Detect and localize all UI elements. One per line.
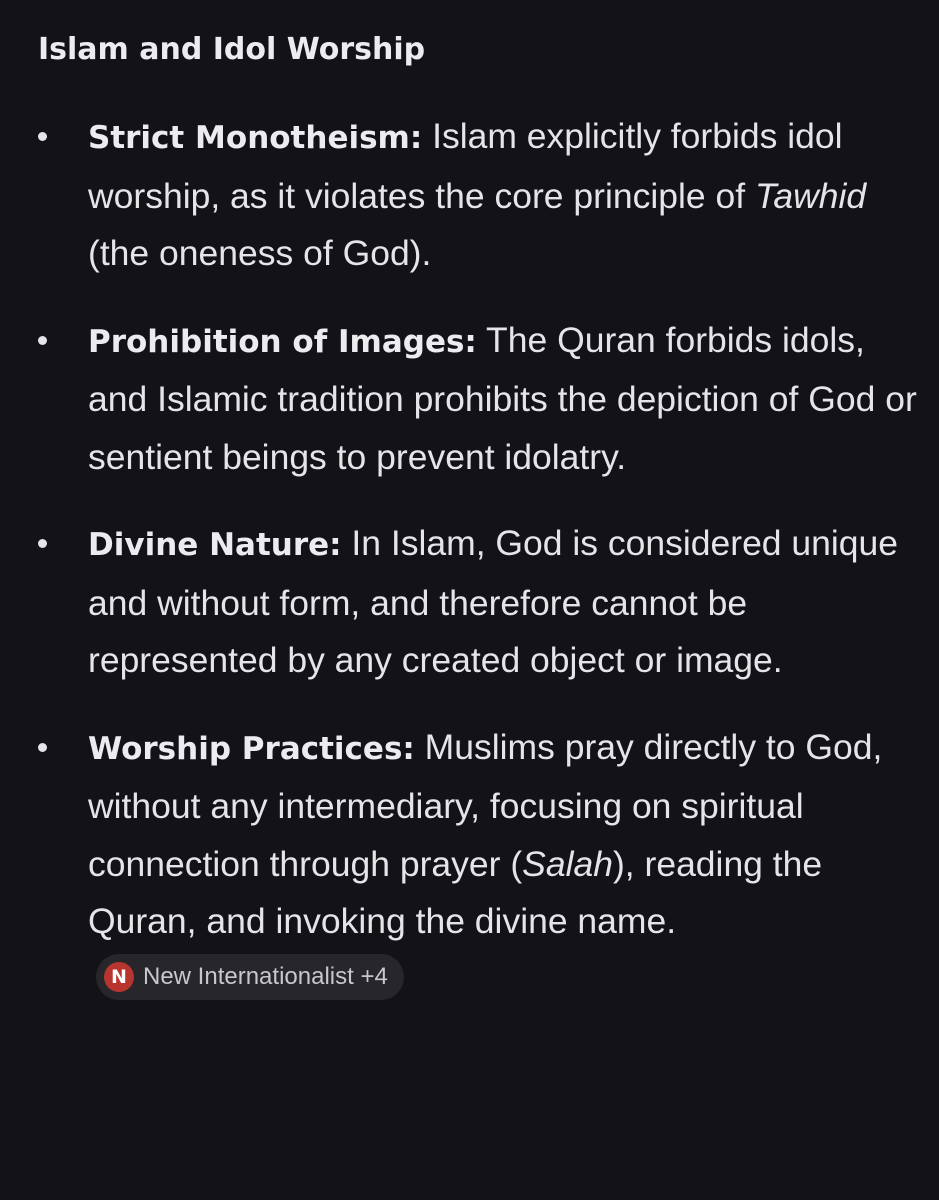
list-item <box>38 719 918 1009</box>
bullet-term: Worship Practices: <box>88 730 415 767</box>
bullet-point-icon <box>38 539 47 548</box>
source-chip-label: New Internationalist +4 <box>143 963 388 991</box>
response-content <box>38 24 918 1008</box>
bullet-term: Strict Monotheism: <box>88 120 423 156</box>
bullet-text: In Islam, God is considered unique and without form, and therefore cannot be represented by any created object or image. <box>88 523 899 680</box>
bullet-point-icon <box>38 743 47 752</box>
section-heading: Islam and Idol Worship <box>38 32 426 67</box>
bullet-point-icon <box>38 132 47 141</box>
new-internationalist-logo-icon: N <box>104 962 134 992</box>
list-item <box>38 515 918 690</box>
bullet-emphasis: Tawhid <box>754 175 867 216</box>
bullet-point-icon <box>38 336 47 345</box>
bullet-term: Divine Nature: <box>88 527 342 563</box>
list-item <box>38 312 918 487</box>
bullet-text: Islam explicitly forbids idol worship, as it violates the core principle of <box>88 116 843 216</box>
list-item <box>38 108 918 283</box>
source-citation-chip[interactable] <box>96 954 404 1000</box>
bullet-text: Muslims pray directly to God, without any intermediary, focusing on spiritual connection through prayer ( <box>88 726 883 884</box>
bullet-list <box>38 108 918 1008</box>
bullet-term: Prohibition of Images: <box>88 323 477 360</box>
bullet-text: The Quran forbids idols, and Islamic tradition prohibits the depiction of God or sentient beings to prevent idolatry. <box>88 319 917 477</box>
bullet-text: (the oneness of God). <box>88 233 432 273</box>
bullet-text: ), reading the Quran, and invoking the divine name. <box>88 843 823 941</box>
bullet-emphasis: Salah <box>522 843 613 884</box>
